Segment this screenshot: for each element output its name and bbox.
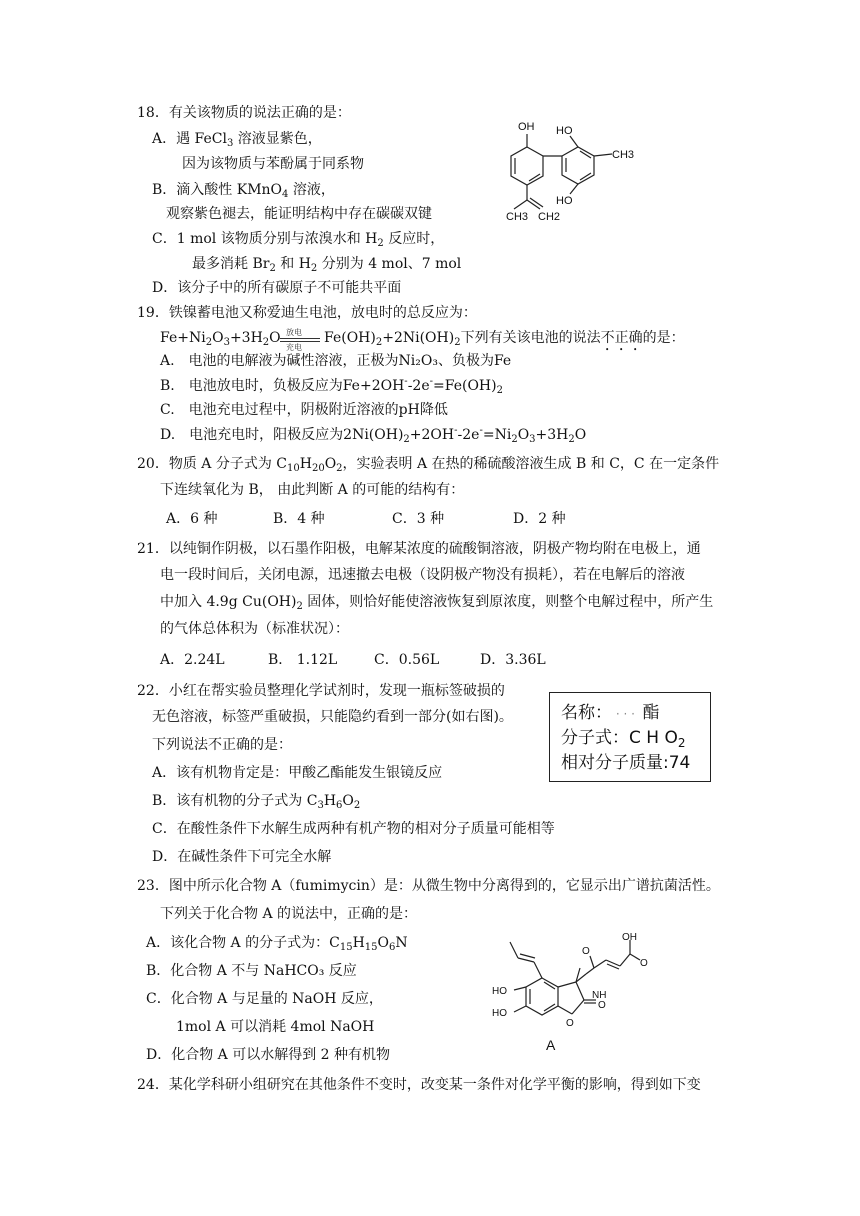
q18-option-d: D．该分子中的所有碳原子不可能共平面 <box>152 280 402 296</box>
q18-ho-label-top: HO <box>556 125 573 137</box>
q23-ring-o-label: O <box>566 1018 574 1029</box>
q22-option-c: C．在酸性条件下水解生成两种有机产物的相对分子质量可能相等 <box>152 821 555 837</box>
q22-stem-line1: 22．小红在帮实验员整理化学试剂时，发现一瓶标签破损的 <box>137 683 505 699</box>
q19-option-a: A. 电池的电解液为碱性溶液，正极为Ni₂O₃、负极为Fe <box>160 353 512 369</box>
q23-option-d: D．化合物 A 可以水解得到 2 种有机物 <box>146 1047 391 1063</box>
q18-ho-label-bottom: HO <box>556 195 573 207</box>
q23-stem-line1: 23．图中所示化合物 A（fumimycin）是：从微生物中分离得到的，它显示出广谱抗菌活性。 <box>137 878 720 894</box>
q18-oh-label: OH <box>518 121 535 133</box>
reagent-label-mass: 相对分子质量:74 <box>561 753 691 773</box>
q23-amide-o-label: O <box>582 946 590 957</box>
q18-option-c-line2: 最多消耗 $Br_2$ 和 $H_2$ 分别为 4 mol、7 mol <box>192 256 462 274</box>
q24-stem-line1: 24．某化学科研小组研究在其他条件不变时，改变某一条件对化学平衡的影响，得到如下变 <box>137 1077 701 1093</box>
q19-arrow-bottom-label: 充电 <box>286 343 302 352</box>
q23-structure-caption: A <box>546 1037 556 1053</box>
q21-stem-line2: 电一段时间后，关闭电源，迅速撤去电极（设阴极产物没有损耗），若在电解后的溶液 <box>160 567 685 583</box>
q23-acid-o-label: O <box>640 958 648 969</box>
q18-option-b-line1: B．滴入酸性 KMnO$_4$ 溶液， <box>152 182 335 200</box>
q23-option-a: A．该化合物 A 的分子式为：$C_{15}H_{15}O_6N$ <box>146 935 408 953</box>
q18-ch3-label-bottom: CH3 <box>506 211 529 223</box>
q18-option-a-line1: A．遇 FeCl$_3$ 溶液显紫色， <box>152 131 322 149</box>
q18-option-c-line1: C．1 mol 该物质分别与浓溴水和 $H_2$ 反应时， <box>152 231 445 249</box>
q20-option-b: B．4 种 <box>273 511 325 527</box>
q23-fumimycin-structure <box>480 928 670 1056</box>
q23-ho-label-bottom: HO <box>492 1008 507 1019</box>
q19-option-c: C. 电池充电过程中，阴极附近溶液的pH降低 <box>160 402 448 418</box>
q22-option-d: D．在碱性条件下可完全水解 <box>152 849 332 865</box>
q22-stem-line3: 下列说法不正确的是： <box>152 737 292 753</box>
q18-structure-diagram <box>500 112 660 224</box>
q23-stem-line2: 下列关于化合物 A 的说法中，正确的是： <box>160 906 418 922</box>
q21-option-c: C．0.56L <box>374 652 440 668</box>
q18-ch3-label-right: CH3 <box>612 149 635 161</box>
q19-option-d: D. 电池充电时，阳极反应为$2Ni(OH)_2+2OH^--2e^-=Ni_2O_3+3H_2O$ <box>160 425 587 445</box>
q21-option-b: B． 1.12L <box>268 652 338 668</box>
q21-stem-line1: 21．以纯铜作阴极，以石墨作阳极，电解某浓度的硫酸铜溶液，阴极产物均附在电极上，通 <box>137 541 701 557</box>
q19-equation-right: $Fe(OH)_2+2Ni(OH)_2$下列有关该电池的说法不正确的是： <box>324 330 685 348</box>
reagent-label-formula: 分子式：C H $O_2$ <box>561 728 686 750</box>
q20-stem-line2: 下连续氧化为 B， 由此判断 A 的可能的结构有： <box>160 482 465 498</box>
q20-option-d: D．2 种 <box>513 511 566 527</box>
q20-stem-line1: 20．物质 A 分子式为 $C_{10}H_{20}O_2$，实验表明 A 在热的稀硫酸溶液生成 B 和 C，C 在一定条件 <box>137 456 720 474</box>
q22-option-a: A．该有机物肯定是：甲酸乙酯能发生银镜反应 <box>152 765 443 781</box>
q19-option-b: B. 电池放电时，负极反应为$Fe+2OH^--2e^-=Fe(OH)_2$ <box>160 376 503 396</box>
q21-stem-line3: 中加入 4.9g $Cu(OH)_2$ 固体，则恰好能使溶液恢复到原浓度，则整个电解过程中，所产生 <box>160 594 714 612</box>
q21-option-a: A．2.24L <box>160 652 225 668</box>
q22-option-b: B．该有机物的分子式为 $C_3H_6O_2$ <box>152 793 361 811</box>
reagent-label-name: 名称： · · · 酯 <box>561 703 660 723</box>
q19-reversible-arrow <box>278 328 322 354</box>
q21-stem-line4: 的气体总体积为（标准状况）： <box>160 621 349 637</box>
q23-option-c-line2: 1mol A 可以消耗 4mol NaOH <box>176 1019 375 1035</box>
q20-option-c: C．3 种 <box>392 511 445 527</box>
q23-option-c-line1: C．化合物 A 与足量的 NaOH 反应， <box>146 991 383 1007</box>
q23-option-b: B．化合物 A 不与 NaHCO₃ 反应 <box>146 963 357 979</box>
q19-equation-left: $Fe+Ni_2O_3+3H_2O$ <box>160 330 281 348</box>
q18-option-a-line2: 因为该物质与苯酚属于同系物 <box>182 156 364 172</box>
q23-ho-label-top: HO <box>492 986 507 997</box>
q19-stem: 19．铁镍蓄电池又称爱迪生电池，放电时的总反应为： <box>137 305 477 321</box>
q18-stem: 18．有关该物质的说法正确的是： <box>137 105 351 121</box>
q23-oh-label: OH <box>622 932 637 943</box>
q18-option-b-line2: 观察紫色褪去，能证明结构中存在碳碳双键 <box>166 206 432 222</box>
q21-option-d: D．3.36L <box>480 652 546 668</box>
q22-stem-line2: 无色溶液，标签严重破损，只能隐约看到一部分(如右图)。 <box>152 709 513 725</box>
q23-carbonyl-o-label: O <box>598 1000 606 1011</box>
q23-nh-label: NH <box>592 990 607 1001</box>
q19-arrow-top-label: 放电 <box>286 328 302 337</box>
q20-option-a: A．6 种 <box>166 511 218 527</box>
q18-ch2-label: CH2 <box>538 211 561 223</box>
